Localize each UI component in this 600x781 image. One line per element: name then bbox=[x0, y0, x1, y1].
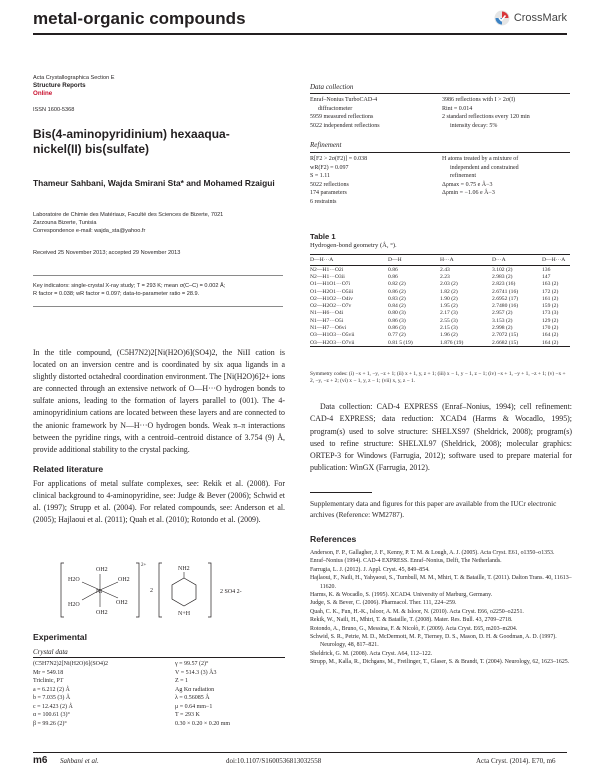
crystal-datum: μ = 0.64 mm−1 bbox=[175, 703, 213, 710]
table-cell: 0.84 (2) bbox=[388, 303, 406, 310]
table-cell: 0.81 5 (19) bbox=[388, 339, 440, 347]
aqua-ligand-label: OH2 bbox=[116, 600, 128, 606]
data-collection-right bbox=[442, 96, 570, 130]
water-ligand-label: H2O bbox=[68, 577, 80, 583]
scheme-bracket bbox=[159, 563, 162, 617]
table-cell: 3.102 (2) bbox=[492, 266, 513, 273]
crossmark-icon bbox=[494, 10, 510, 26]
data-collection-item: 5022 independent reflections bbox=[310, 122, 380, 129]
data-collection-item: 3986 reflections with I > 2σ(I) bbox=[442, 97, 516, 103]
table-row bbox=[310, 273, 570, 280]
footer-rule bbox=[33, 752, 567, 753]
crystal-datum: V = 514.3 (3) Å3 bbox=[175, 669, 217, 676]
table-cell: 0.86 bbox=[388, 273, 398, 280]
table-cell: 0.86 (3) bbox=[388, 325, 406, 332]
table-cell: 129 (2) bbox=[542, 317, 559, 324]
table-cell: 2.03 (2) bbox=[440, 281, 458, 288]
refinement-heading: Refinement bbox=[310, 141, 342, 149]
crossmark-label: CrossMark bbox=[513, 12, 567, 24]
data-collection-item: intensity decay: 5% bbox=[450, 122, 498, 129]
crystal-data-heading: Crystal data bbox=[33, 648, 68, 656]
refinement-item: independent and constrained bbox=[450, 164, 519, 171]
reference-item: Enraf–Nonius (1994). CAD-4 EXPRESS. Enraf–Nonius, Delft, The Netherlands. bbox=[310, 558, 502, 565]
amino-group-label: NH2 bbox=[178, 566, 190, 572]
table-cell: N1—H6···O4i bbox=[310, 310, 344, 317]
reference-item: Strupp, M., Kalla, R., Dichgans, M., Freilinger, T., Glaser, S. & Brandt, T. (2004). Neurology, 62, 1623–1625. bbox=[310, 659, 570, 666]
table-cell: 1.96 (2) bbox=[440, 332, 458, 339]
correspondence-email[interactable]: Correspondence e-mail: wajda_sta@yahoo.fr bbox=[33, 228, 146, 234]
aqua-ligand-label: OH2 bbox=[118, 577, 130, 583]
reference-item: Rotondo, A., Bruno, G., Messina, F. & Nicolò, F. (2009). Acta Cryst. E65, m203–m204. bbox=[310, 625, 518, 632]
reference-item: Schwid, S. R., Petrie, M. D., McDermott, M. P., Tierney, D. S., Mason, D. H. & Goodman, A. D. (1997). Neurology, 48, 817–821. bbox=[310, 634, 557, 649]
table-row bbox=[310, 288, 570, 295]
refinement-right bbox=[442, 155, 570, 198]
table-cell: O3—H1O3···O5vii bbox=[310, 332, 355, 339]
indicator-line: R factor = 0.038; wR factor = 0.097; data-to-parameter ratio = 28.9. bbox=[33, 291, 200, 297]
refinement-rule bbox=[310, 152, 570, 153]
refinement-left bbox=[310, 155, 367, 207]
data-collection-item: 2 standard reflections every 120 min bbox=[442, 114, 530, 121]
reference-item: Anderson, F. P., Gallagher, J. F., Kenny, P. T. M. & Lough, A. J. (2005). Acta Cryst. E61, o1350–o1353. bbox=[310, 550, 555, 556]
column-header: D—H bbox=[388, 255, 440, 266]
table-cell: 164 (2) bbox=[542, 339, 570, 347]
supplementary-rule bbox=[310, 492, 372, 493]
aqua-ligand-label: OH2 bbox=[96, 567, 108, 573]
table-cell: 2.55 (3) bbox=[440, 317, 458, 324]
table-cell: N1—H7···O6vi bbox=[310, 325, 347, 332]
bond-line bbox=[100, 582, 118, 590]
refinement-item: R[F2 > 2σ(F2)] = 0.038 bbox=[310, 156, 368, 162]
crystal-datum: Ag Kα radiation bbox=[175, 686, 215, 693]
table-cell: 3.153 (2) bbox=[492, 317, 513, 324]
experimental-heading: Experimental bbox=[33, 632, 87, 642]
scheme-bracket bbox=[208, 563, 211, 617]
paper-title: Bis(4-aminopyridinium) hexaaqua-nickel(II) bis(sulfate) bbox=[33, 127, 230, 156]
data-collection-left bbox=[310, 96, 380, 130]
table-row bbox=[310, 317, 570, 324]
sulfate-label: 2 SO4 2- bbox=[220, 589, 242, 595]
reference-item: Hajlaoui, F., Naili, H., Yahyaoui, S., Turnbull, M. M., Mhiri, T. & Bataille, T. (2011). Dalton Trans. 40, 11613–11620. bbox=[310, 575, 572, 590]
refinement-item: S = 1.11 bbox=[310, 173, 330, 180]
footer-author: Sahbani et al. bbox=[60, 757, 99, 765]
crystal-datum: λ = 0.56085 Å bbox=[175, 695, 210, 701]
table-cell: 0.86 (2) bbox=[388, 288, 406, 295]
data-collection-heading: Data collection bbox=[310, 83, 354, 91]
crystal-datum: Z = 1 bbox=[175, 678, 189, 684]
data-collection-rule bbox=[310, 93, 570, 94]
crystal-datum: T = 293 K bbox=[175, 712, 200, 718]
table-cell: 2.6682 (15) bbox=[492, 339, 542, 347]
refinement-item: 6 restraints bbox=[310, 198, 337, 205]
indicators-bottom-rule bbox=[33, 306, 283, 307]
crystal-datum: (C5H7N2)2[Ni(H2O)6](SO4)2 bbox=[33, 661, 108, 667]
column-header: D···A bbox=[492, 255, 542, 266]
table-cell: 0.86 bbox=[388, 266, 398, 273]
abstract-text: In the title compound, (C5H7N2)2[Ni(H2O)6](SO4)2, the NiII cation is located on an inversion centre and is coordinated by six aqua ligands in a slightly distorted octahedral coordination environment. The [Ni(H2O)6]2+ ions are connected through an extensive network of O—H···O hydrogen bonds to sulfate anions, leading to the formation of layers parallel to (001). The 4-aminopyridinium cations are located between these layers and are connected to the anionic framework by N—H···O hydrogen bonds. Weak π–π interactions between the pyridine rings, with a centroid–centroid distance of 3.754 (9) Å, provide additional stability to the crystal packing. bbox=[33, 348, 285, 454]
hydrogen-bond-table bbox=[310, 254, 570, 347]
refinement-item: wR(F2) = 0.097 bbox=[310, 164, 349, 171]
column-header: D—H···A bbox=[310, 255, 388, 266]
reference-item: Judge, S. & Bever, C. (2006). Pharmacol. Ther. 111, 224–259. bbox=[310, 600, 457, 607]
refinement-item: 5022 reflections bbox=[310, 181, 349, 188]
crystal-datum: c = 12.423 (2) Å bbox=[33, 703, 73, 710]
table-cell: O3—H2O3···O7vii bbox=[310, 339, 388, 347]
table-cell: 2.15 (3) bbox=[440, 325, 458, 332]
nickel-atom-label: Ni bbox=[96, 589, 102, 595]
data-collection-item: diffractometer bbox=[318, 105, 353, 112]
table-cell: 159 (2) bbox=[542, 303, 559, 310]
table-cell: 2.957 (2) bbox=[492, 310, 513, 317]
reference-list bbox=[310, 549, 572, 667]
table-cell: 2.6952 (17) bbox=[492, 295, 519, 302]
table-cell: 173 (3) bbox=[542, 310, 559, 317]
key-indicators bbox=[33, 282, 283, 298]
refinement-item: refinement bbox=[450, 173, 476, 180]
table-row bbox=[310, 310, 570, 317]
refinement-item: 174 parameters bbox=[310, 190, 347, 197]
reference-item: Harms, K. & Wocadlo, S. (1995). XCAD4. University of Marburg, Germany. bbox=[310, 592, 493, 599]
table-cell: 161 (2) bbox=[542, 295, 559, 302]
table-row bbox=[310, 332, 570, 339]
table-row bbox=[310, 339, 570, 347]
crossmark-badge[interactable] bbox=[494, 10, 567, 26]
data-collection-item: 5959 measured reflections bbox=[310, 114, 374, 121]
table-cell: 0.86 (3) bbox=[388, 317, 406, 324]
refinement-item: Δρmin = −1.06 e Å−3 bbox=[442, 190, 495, 197]
table-cell: 147 bbox=[542, 273, 551, 280]
reference-item: Sheldrick, G. M. (2008). Acta Cryst. A64, 112–122. bbox=[310, 650, 433, 657]
table-cell: 0.77 (2) bbox=[388, 332, 406, 339]
section-name: Structure Reports bbox=[33, 82, 86, 89]
reference-item: Rekik, W., Naili, H., Mhiri, T. & Bataille, T. (2008). Mater. Res. Bull. 43, 2709–2718. bbox=[310, 617, 513, 624]
table-cell: 2.823 (16) bbox=[492, 281, 516, 288]
table-cell: 1.90 (2) bbox=[440, 295, 458, 302]
crystal-datum: 0.30 × 0.20 × 0.20 mm bbox=[175, 720, 231, 727]
table-title: Table 1 bbox=[310, 232, 336, 241]
symmetry-codes: Symmetry codes: (i) −x + 1, −y, −z + 1; (ii) x + 1, y, z + 1; (iii) x − 1, y − 1, z − 1; (iv) −x + 1, −y + 1, −z + 1; (v) −x + 2, −y, −z + 2; (vi) x − 1, y, z − 1; (vii) x, y, z − 1. bbox=[310, 371, 566, 385]
bond-line bbox=[100, 590, 118, 598]
crystal-data-rule bbox=[33, 657, 285, 658]
table-cell: O1—H2O1···O5iii bbox=[310, 288, 354, 295]
table-cell: 2.6741 (16) bbox=[492, 288, 519, 295]
crystal-datum: γ = 99.57 (2)° bbox=[175, 661, 209, 667]
table-cell: 1.82 (2) bbox=[440, 288, 458, 295]
affiliation-line: Zarzouna Bizerte, Tunisia bbox=[33, 220, 97, 226]
online-label: Online bbox=[33, 90, 53, 97]
crystal-datum: Triclinic, P1̄ bbox=[33, 678, 63, 684]
crystal-datum: Mr = 549.18 bbox=[33, 669, 64, 676]
table-cell: 172 (2) bbox=[542, 288, 559, 295]
pyridinium-n-label: N+H bbox=[178, 611, 191, 617]
table-cell: 2.983 (2) bbox=[492, 273, 513, 280]
data-collection-paragraph: Data collection: CAD-4 EXPRESS (Enraf–Nonius, 1994); cell refinement: CAD-4 EXPRESS; data reduction: XCAD4 (Harms & Wocadlo, 1995); program(s) used to solve structure: SHELXS97 (Sheldrick, 2008); program(s) used to refine structure: SHELXL97 (Sheldrick, 2008); molecular graphics: ORTEP-3 for Windows (Farrugia, 2012); software used to prepare material for publication: WinGX (Farrugia, 2012). bbox=[310, 402, 572, 473]
table-cell: N2—H1···O3ii bbox=[310, 273, 345, 280]
crystal-datum: b = 7.035 (3) Å bbox=[33, 695, 71, 701]
column-header: H···A bbox=[440, 255, 492, 266]
table-cell: 2.998 (2) bbox=[492, 325, 513, 332]
reference-item: Farrugia, L. J. (2012). J. Appl. Cryst. 45, 849–854. bbox=[310, 566, 430, 573]
reference-item: Quah, C. K., Fun, H.-K., Isloor, A. M. & Isloor, N. (2010). Acta Cryst. E66, o2250–o2251. bbox=[310, 608, 524, 615]
data-collection-item: Enraf–Nonius TurboCAD-4 bbox=[310, 97, 378, 103]
scheme-bracket bbox=[61, 563, 64, 617]
table-cell: 0.83 (2) bbox=[388, 295, 406, 302]
table-cell: 0.80 (3) bbox=[388, 310, 406, 317]
table-cell: 1.876 (19) bbox=[440, 339, 492, 347]
table-cell: 2.17 (3) bbox=[440, 310, 458, 317]
crystal-data-right bbox=[175, 660, 230, 728]
table-cell: 2.43 bbox=[440, 266, 450, 273]
column-header: D—H···A bbox=[542, 255, 570, 266]
aqua-ligand-label: OH2 bbox=[96, 610, 108, 616]
table-cell: 2.23 bbox=[440, 273, 450, 280]
table-header-row bbox=[310, 255, 570, 266]
crystal-datum: a = 6.212 (2) Å bbox=[33, 686, 70, 693]
table-cell: 2.7480 (16) bbox=[492, 303, 519, 310]
issn: ISSN 1600-5368 bbox=[33, 107, 75, 113]
cation-charge-label: 2+ bbox=[141, 563, 147, 568]
table-cell: 1.95 (2) bbox=[440, 303, 458, 310]
journal-name: Acta Crystallographica Section E bbox=[33, 75, 115, 81]
pyridine-ring bbox=[172, 578, 196, 606]
table-cell: O1—H1O1···O7i bbox=[310, 281, 351, 288]
table-cell: 163 (2) bbox=[542, 281, 559, 288]
indicators-top-rule bbox=[33, 275, 283, 276]
table-cell: O2—H1O2···O4iv bbox=[310, 295, 353, 302]
table-cell: 2.7072 (15) bbox=[492, 332, 519, 339]
supplementary-note: Supplementary data and figures for this paper are available from the IUCr electronic archives (Reference: WM2787). bbox=[310, 499, 557, 519]
refinement-item: Δρmax = 0.75 e Å−3 bbox=[442, 181, 493, 188]
footer-journal: Acta Cryst. (2014). E70, m6 bbox=[476, 757, 556, 765]
received-accepted-dates: Received 25 November 2013; accepted 29 November 2013 bbox=[33, 250, 181, 256]
water-ligand-label: H2O bbox=[68, 602, 80, 608]
footer-doi[interactable]: doi:10.1107/S1600536813032558 bbox=[226, 757, 322, 765]
related-literature-heading: Related literature bbox=[33, 464, 104, 474]
author-list: Thameur Sahbani, Wajda Smirani Sta* and Mohamed Rzaigui bbox=[33, 178, 275, 188]
table-cell: O2—H2O2···O7v bbox=[310, 303, 352, 310]
table-row bbox=[310, 302, 570, 309]
data-collection-item: Rint = 0.014 bbox=[442, 105, 473, 112]
refinement-item: H atoms treated by a mixture of bbox=[442, 156, 519, 162]
table-cell: 0.82 (2) bbox=[388, 281, 406, 288]
table-row bbox=[310, 324, 570, 331]
affiliation-line: Laboratoire de Chimie des Matériaux, Faculté des Sciences de Bizerte, 7021 bbox=[33, 212, 224, 218]
affiliation bbox=[33, 211, 283, 235]
table-cell: 164 (2) bbox=[542, 332, 559, 339]
related-literature-text: For applications of metal sulfate complexes, see: Rekik et al. (2008). For clinical background to 4-aminopyridine, see: Judge & Bever (2006); Schwid et al. (1997); Strupp et al. (2004). For related compounds, see: Anderson et al. (2005); Hajlaoui et al. (2011); Quah et al. (2010); Rotondo et al. (2009). bbox=[33, 479, 285, 525]
table-cell: N2—H1···O2i bbox=[310, 266, 344, 273]
journal-section-title: metal-organic compounds bbox=[33, 9, 246, 28]
table-cell: 170 (2) bbox=[542, 325, 559, 332]
chemical-scheme bbox=[60, 560, 280, 620]
table-row bbox=[310, 281, 570, 288]
references-heading: References bbox=[310, 534, 357, 544]
crystal-datum: β = 99.26 (2)° bbox=[33, 720, 67, 727]
table-row bbox=[310, 295, 570, 302]
crystal-data-left bbox=[33, 660, 108, 728]
table-row bbox=[310, 266, 570, 274]
scheme-bracket bbox=[136, 563, 139, 617]
table-cell: 136 bbox=[542, 266, 551, 273]
header-rule bbox=[33, 33, 567, 35]
crystal-datum: α = 100.61 (3)° bbox=[33, 712, 70, 718]
cation-count-label: 2 bbox=[150, 588, 153, 594]
indicator-line: Key indicators: single-crystal X-ray study; T = 293 K; mean σ(C–C) = 0.002 Å; bbox=[33, 283, 226, 289]
table-caption: Hydrogen-bond geometry (Å, °). bbox=[310, 242, 397, 249]
table-cell: N1—H7···O5i bbox=[310, 317, 344, 324]
page-number: m6 bbox=[33, 755, 48, 766]
